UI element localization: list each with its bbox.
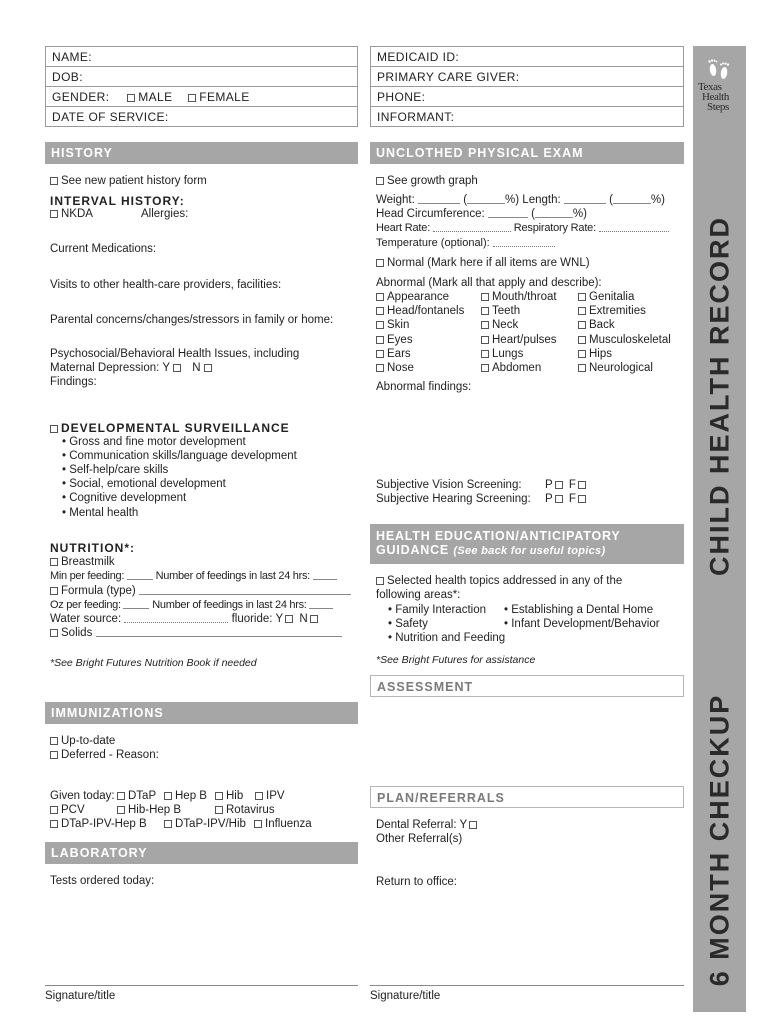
visits-label: Visits to other health-care providers, facilities: — [50, 279, 282, 291]
psychosocial-label: Psychosocial/Behavioral Health Issues, including — [50, 348, 300, 360]
temperature-input[interactable] — [493, 246, 555, 247]
exam-item-neck[interactable]: Neck — [481, 319, 518, 331]
other-referrals-label: Other Referral(s) — [376, 833, 463, 845]
exam-checkbox[interactable] — [376, 293, 384, 301]
exam-item-genitalia[interactable]: Genitalia — [578, 291, 634, 303]
plan-referrals-header: PLAN/REFERRALS — [370, 786, 684, 808]
oz-per-feeding-row: Oz per feeding: Number of feedings in last 24 hrs: — [50, 599, 333, 611]
exam-item-eyes[interactable]: Eyes — [376, 334, 413, 346]
exam-checkbox[interactable] — [376, 364, 384, 372]
length-percentile-input[interactable] — [613, 203, 651, 204]
ipv-option[interactable]: IPV — [255, 790, 285, 802]
signature-line-left[interactable] — [45, 985, 358, 986]
weight-length-row: Weight: ( %) Length: ( %) — [376, 194, 665, 206]
findings-label: Findings: — [50, 376, 97, 388]
exam-checkbox[interactable] — [376, 350, 384, 358]
dtap-checkbox[interactable] — [117, 792, 125, 800]
gender-field: GENDER: MALE FEMALE — [46, 87, 357, 107]
exam-item-teeth[interactable]: Teeth — [481, 305, 520, 317]
pcv-option[interactable]: PCV — [50, 804, 85, 816]
allergies-label: Allergies: — [141, 208, 189, 220]
exam-item-skin[interactable]: Skin — [376, 319, 409, 331]
exam-item-appearance[interactable]: Appearance — [376, 291, 449, 303]
dob-field[interactable]: DOB: — [46, 67, 357, 87]
exam-item-nose[interactable]: Nose — [376, 362, 414, 374]
dtap-option[interactable]: DTaP — [117, 790, 156, 802]
pcv-checkbox[interactable] — [50, 806, 58, 814]
see-new-patient-checkbox[interactable] — [50, 177, 58, 185]
assessment-header: ASSESSMENT — [370, 675, 684, 697]
exam-item-mouth[interactable]: Mouth/throat — [481, 291, 557, 303]
male-checkbox[interactable] — [127, 94, 135, 102]
exam-checkbox[interactable] — [481, 321, 489, 329]
dev-item: • Cognitive development — [62, 492, 187, 504]
topic-item: • Infant Development/Behavior — [504, 618, 660, 630]
head-circumference-input[interactable] — [488, 217, 528, 218]
see-growth-graph-row: See growth graph — [376, 175, 478, 187]
exam-checkbox[interactable] — [578, 350, 586, 358]
exam-item-ears[interactable]: Ears — [376, 348, 411, 360]
influenza-option[interactable]: Influenza — [254, 818, 312, 830]
min-per-feeding-row: Min per feeding: Number of feedings in last 24 hrs: — [50, 570, 337, 582]
maternal-depression-y-checkbox[interactable] — [173, 364, 181, 372]
medicaid-info-box — [370, 46, 684, 127]
exam-checkbox[interactable] — [481, 364, 489, 372]
laboratory-header: LABORATORY — [45, 842, 358, 864]
temperature-row: Temperature (optional): — [376, 237, 555, 249]
exam-item-musculoskeletal[interactable]: Musculoskeletal — [578, 334, 671, 346]
developmental-checkbox[interactable] — [50, 425, 58, 433]
exam-item-back[interactable]: Back — [578, 319, 615, 331]
current-medications-label: Current Medications: — [50, 243, 157, 255]
phone-field[interactable]: PHONE: — [371, 87, 683, 107]
solids-checkbox[interactable] — [50, 629, 58, 637]
hep-b-option[interactable]: Hep B — [164, 790, 207, 802]
hearing-fail-checkbox[interactable] — [578, 495, 586, 503]
feedings-count-input[interactable] — [313, 579, 337, 580]
dev-item: • Gross and fine motor development — [62, 436, 246, 448]
heart-rate-input[interactable] — [433, 231, 511, 232]
informant-field[interactable]: INFORMANT: — [377, 110, 455, 124]
exam-item-neurological[interactable]: Neurological — [578, 362, 653, 374]
dtap-ipv-hep-b-option[interactable]: DTaP-IPV-Hep B — [50, 818, 147, 830]
interval-history-heading: INTERVAL HISTORY: — [50, 194, 185, 208]
hearing-screening-options: P F — [545, 493, 589, 505]
maternal-depression-n-checkbox[interactable] — [204, 364, 212, 372]
exam-checkbox[interactable] — [578, 336, 586, 344]
exam-checkbox[interactable] — [578, 307, 586, 315]
respiratory-rate-input[interactable] — [599, 231, 669, 232]
history-header: HISTORY — [45, 142, 358, 164]
dev-item: • Self-help/care skills — [62, 464, 169, 476]
rotavirus-checkbox[interactable] — [215, 806, 223, 814]
hib-checkbox[interactable] — [215, 792, 223, 800]
deferred-row: Deferred - Reason: — [50, 749, 159, 761]
vision-screening-label: Subjective Vision Screening: — [376, 479, 522, 491]
fluoride-y-checkbox[interactable] — [285, 615, 293, 623]
hep-b-checkbox[interactable] — [164, 792, 172, 800]
vision-pass-checkbox[interactable] — [555, 481, 563, 489]
up-to-date-row: Up-to-date — [50, 735, 115, 747]
signature-left-label: Signature/title — [45, 990, 116, 1002]
weight-percentile-input[interactable] — [467, 203, 505, 204]
heart-respiratory-row: Heart Rate: Respiratory Rate: — [376, 222, 669, 234]
fluoride-n-checkbox[interactable] — [310, 615, 318, 623]
solids-row: Solids — [50, 627, 342, 639]
name-field[interactable]: NAME: — [46, 47, 357, 67]
return-to-office-label: Return to office: — [376, 876, 457, 888]
rotavirus-option[interactable]: Rotavirus — [215, 804, 275, 816]
up-to-date-checkbox[interactable] — [50, 737, 58, 745]
exam-item-hips[interactable]: Hips — [578, 348, 612, 360]
exam-checkbox[interactable] — [578, 293, 586, 301]
dev-item: • Social, emotional development — [62, 478, 226, 490]
influenza-checkbox[interactable] — [254, 820, 262, 828]
exam-item-heart[interactable]: Heart/pulses — [481, 334, 557, 346]
physical-exam-header: UNCLOTHED PHYSICAL EXAM — [370, 142, 684, 164]
exam-item-lungs[interactable]: Lungs — [481, 348, 523, 360]
developmental-surveillance-heading: DEVELOPMENTAL SURVEILLANCE — [50, 421, 290, 435]
dtap-ipv-hib-checkbox[interactable] — [164, 820, 172, 828]
hearing-pass-checkbox[interactable] — [555, 495, 563, 503]
water-source-row: Water source: fluoride: Y N — [50, 613, 321, 625]
topic-item: • Safety — [388, 618, 428, 630]
weight-input[interactable] — [418, 203, 460, 204]
date-of-service-field[interactable]: DATE OF SERVICE: — [52, 110, 169, 124]
hib-hep-b-option[interactable]: Hib-Hep B — [117, 804, 181, 816]
maternal-depression-row: Maternal Depression: Y N — [50, 362, 215, 374]
abnormal-findings-label: Abnormal findings: — [376, 381, 472, 393]
length-input[interactable] — [564, 203, 606, 204]
solids-input[interactable] — [96, 636, 342, 637]
exam-checkbox[interactable] — [376, 321, 384, 329]
dental-referral-y-checkbox[interactable] — [469, 821, 477, 829]
female-checkbox[interactable] — [188, 94, 196, 102]
hib-option[interactable]: Hib — [215, 790, 243, 802]
exam-checkbox[interactable] — [481, 307, 489, 315]
normal-checkbox[interactable] — [376, 259, 384, 267]
selected-topics-row-2: following areas*: — [376, 589, 461, 601]
hearing-screening-label: Subjective Hearing Screening: — [376, 493, 531, 505]
exam-checkbox[interactable] — [578, 321, 586, 329]
head-circumference-row: Head Circumference: ( %) — [376, 208, 587, 220]
nkda-checkbox[interactable] — [50, 210, 58, 218]
formula-checkbox[interactable] — [50, 587, 58, 595]
oz-per-feeding-input[interactable] — [123, 608, 149, 609]
medicaid-id-field[interactable]: MEDICAID ID: — [371, 47, 683, 67]
nutrition-heading: NUTRITION*: — [50, 541, 135, 555]
selected-topics-checkbox[interactable] — [376, 577, 384, 585]
parental-concerns-label: Parental concerns/changes/stressors in family or home: — [50, 314, 334, 326]
hib-hep-b-checkbox[interactable] — [117, 806, 125, 814]
formula-type-input[interactable] — [139, 594, 351, 595]
dental-referral-row: Dental Referral: Y — [376, 819, 480, 831]
topic-item: • Nutrition and Feeding — [388, 632, 506, 644]
feedings-count-input-2[interactable] — [309, 608, 333, 609]
vision-fail-checkbox[interactable] — [578, 481, 586, 489]
exam-checkbox[interactable] — [481, 293, 489, 301]
dev-item: • Communication skills/language development — [62, 450, 297, 462]
abnormal-label: Abnormal (Mark all that apply and describe): — [376, 277, 602, 289]
deferred-checkbox[interactable] — [50, 751, 58, 759]
patient-info-box — [45, 46, 358, 127]
see-new-patient-row: See new patient history form — [50, 175, 207, 187]
dtap-ipv-hep-b-checkbox[interactable] — [50, 820, 58, 828]
exam-checkbox[interactable] — [578, 364, 586, 372]
head-percentile-input[interactable] — [535, 217, 573, 218]
vision-screening-options: P F — [545, 479, 589, 491]
formula-row: Formula (type) — [50, 585, 351, 597]
tests-ordered-label: Tests ordered today: — [50, 875, 155, 887]
breastmilk-row: Breastmilk — [50, 556, 115, 568]
exam-checkbox[interactable] — [481, 350, 489, 358]
exam-item-extremities[interactable]: Extremities — [578, 305, 646, 317]
exam-checkbox[interactable] — [376, 336, 384, 344]
dtap-ipv-hib-option[interactable]: DTaP-IPV/Hib — [164, 818, 246, 830]
exam-checkbox[interactable] — [376, 307, 384, 315]
immunizations-header: IMMUNIZATIONS — [45, 702, 358, 724]
health-ed-note: *See Bright Futures for assistance — [376, 654, 536, 666]
ipv-checkbox[interactable] — [255, 792, 263, 800]
dev-item: • Mental health — [62, 507, 139, 519]
growth-graph-checkbox[interactable] — [376, 177, 384, 185]
topic-item: • Family Interaction — [388, 604, 486, 616]
nutrition-note: *See Bright Futures Nutrition Book if needed — [50, 657, 257, 669]
texas-health-steps-logo: Texas Health Steps — [697, 52, 743, 118]
selected-topics-row: Selected health topics addressed in any of the — [376, 575, 622, 587]
exam-checkbox[interactable] — [481, 336, 489, 344]
health-education-header: HEALTH EDUCATION/ANTICIPATORY GUIDANCE (See back for useful topics) — [370, 524, 684, 564]
min-per-feeding-input[interactable] — [127, 579, 153, 580]
primary-care-giver-field[interactable]: PRIMARY CARE GIVER: — [371, 67, 683, 87]
exam-item-abdomen[interactable]: Abdomen — [481, 362, 541, 374]
topic-item: • Establishing a Dental Home — [504, 604, 654, 616]
exam-item-head[interactable]: Head/fontanels — [376, 305, 464, 317]
given-today-label: Given today: — [50, 790, 115, 802]
signature-right-label: Signature/title — [370, 990, 441, 1002]
normal-row: Normal (Mark here if all items are WNL) — [376, 257, 590, 269]
child-health-record-title: CHILD HEALTH RECORD — [704, 216, 735, 576]
water-source-input[interactable] — [124, 622, 228, 623]
breastmilk-checkbox[interactable] — [50, 558, 58, 566]
six-month-checkup-title: 6 MONTH CHECKUP — [704, 693, 735, 987]
signature-line-right[interactable] — [370, 985, 684, 986]
nkda-row: NKDA — [50, 208, 93, 220]
